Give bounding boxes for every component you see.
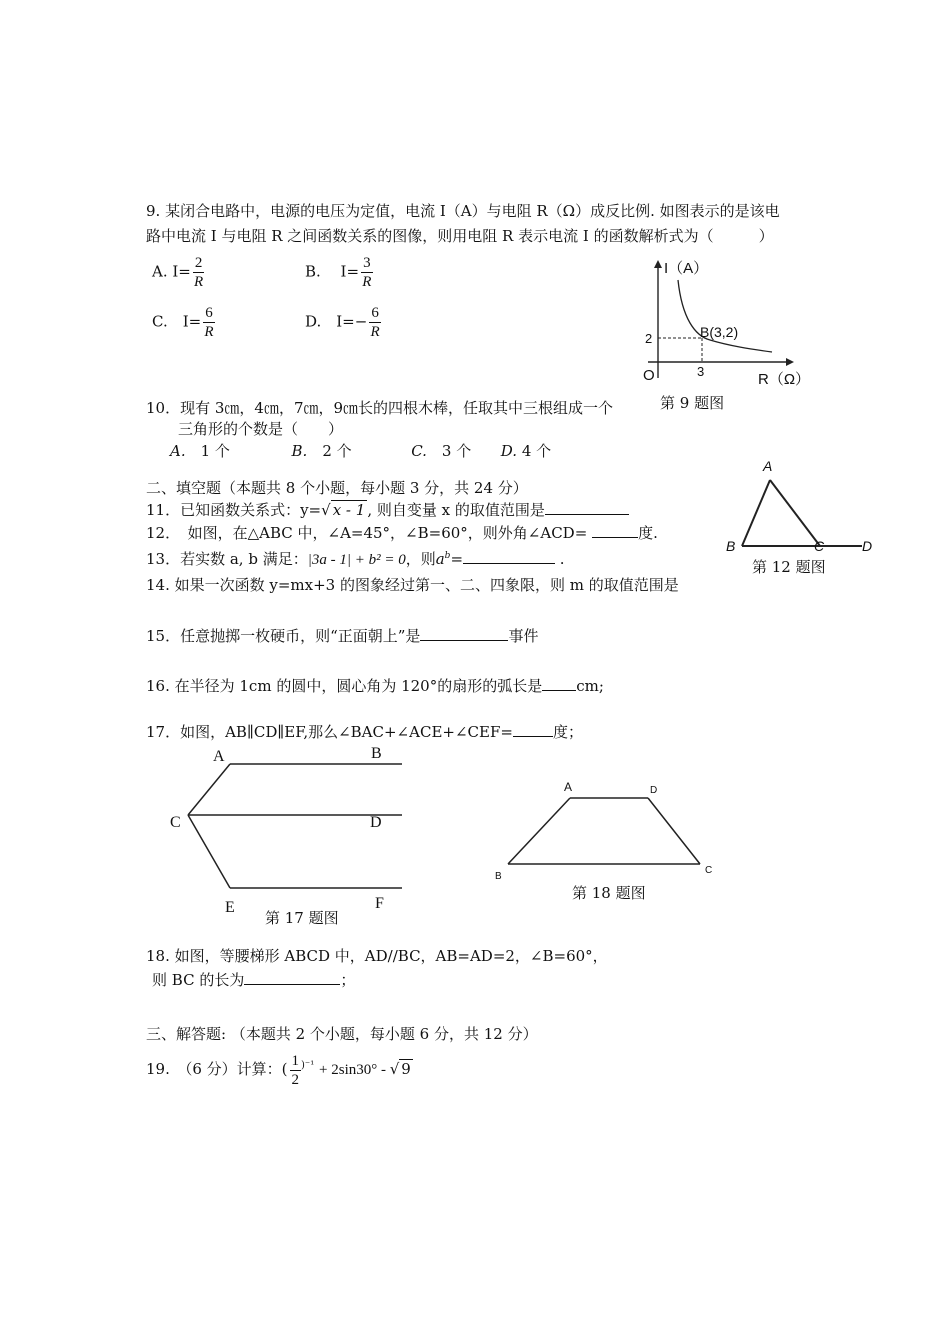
q18-label-d: D [650,785,658,796]
q10-options: A. 1 个 B. 2 个 C. 3 个 D. 4 个 [170,442,552,460]
q9-line2: 路中电流 I 与电阻 R 之间函数关系的图像，则用电阻 R 表示电流 I 的函数解析式为（ ） [146,227,774,245]
q17-caption: 第 17 题图 [265,909,339,927]
q9-x-tick: 3 [697,364,705,379]
q9-option-d: D. I=− $\frac{6}{R}$ [305,305,380,340]
side-ac [770,480,820,546]
q11: 11．已知函数关系式：y=√ x - 1 , 则自变量 x 的取值范围是 [146,500,629,520]
answer-blank [420,626,508,641]
section-3-heading: 三、解答题: （本题共 2 个小题，每小题 6 分，共 12 分） [146,1025,538,1043]
q14: 14. 如果一次函数 y=mx+3 的图象经过第一、二、四象限，则 m 的取值范围是 [146,576,679,594]
q17-label-e: E [225,899,235,916]
fraction: $\frac{1}{2}$ [291,1052,300,1088]
q9-option-a: A. I= $\frac{2}{R}$ [152,255,204,290]
y-axis-arrow-icon [654,260,662,268]
q9-option-c: C. I= $\frac{6}{R}$ [152,305,214,340]
q16: 16. 在半径为 1cm 的圆中，圆心角为 120°的扇形的弧长是 cm; [146,677,604,695]
q18-label-c: C [705,865,713,876]
q17-label-f: F [375,895,384,912]
q18-label-a: A [564,780,573,794]
q9-y-axis-label: I（A） [664,260,709,277]
q18-line1: 18. 如图，等腰梯形 ABCD 中，AD//BC，AB=AD=2，∠B=60°， [146,947,608,965]
q10-line2: 三角形的个数是（ ） [178,420,344,438]
q9-x-axis-label: R（Ω） [758,371,811,388]
q18-line2: 则 BC 的长为 ； [152,971,356,989]
q19: 19. （6 分）计算：( $\frac{1}{2}$ $^{)^{-1}}$ + 2sin30° - √ 9 [146,1052,411,1088]
q12-label-c: C [814,538,825,554]
x-axis-arrow-icon [786,358,794,366]
answer-blank [244,970,340,985]
q17-label-c: C [170,814,181,831]
q12-figure [730,460,880,550]
q12: 12． 如图，在△ABC 中，∠A=45°，∠B=60°，则外角∠ACD= 度. [146,524,658,542]
q13: 13．若实数 a, b 满足：|3a - 1| + b² = 0，则$a^b=$ . [146,550,565,568]
q11-radicand: x - 1 [332,501,366,519]
q9-line1: 9. 某闭合电路中，电源的电压为定值，电流 I（A）与电阻 R（Ω）成反比例. 如图表示的是该电 [146,202,780,220]
q17-label-a: A [213,748,225,765]
q12-label-b: B [726,538,736,554]
q9-option-b: B. I= $\frac{3}{R}$ [305,255,372,290]
q18-caption: 第 18 题图 [572,884,646,902]
answer-blank [513,722,553,737]
fraction: $\frac{3}{R}$ [362,255,372,290]
section-2-heading: 二、填空题（本题共 8 个小题，每小题 3 分，共 24 分） [146,479,528,497]
q12-caption: 第 12 题图 [752,558,826,576]
q9-caption: 第 9 题图 [660,394,725,412]
side-ab [508,798,570,864]
fraction: $\frac{6}{R}$ [370,305,380,340]
answer-blank [542,676,576,691]
q10-line1: 10．现有 3㎝，4㎝，7㎝，9㎝长的四根木棒，任取其中三根组成一个 [146,399,614,417]
q9-y-tick: 2 [645,331,653,346]
hyperbola-curve [678,280,772,352]
q12-label-a: A [763,458,773,474]
q9-point-label: B(3,2) [700,324,739,340]
q19-radicand: 9 [401,1060,411,1078]
fraction: $\frac{2}{R}$ [194,255,204,290]
q17: 17．如图，AB∥CD∥EF,那么∠BAC+∠ACE+∠CEF= 度； [146,723,583,741]
q17-label-d: D [370,814,382,831]
answer-blank [463,549,555,564]
q15: 15．任意抛掷一枚硬币，则“正面朝上”是 事件 [146,627,539,645]
side-ab [742,480,770,546]
q9-origin-label: O [643,367,655,384]
q17-label-b: B [371,745,382,762]
q18-label-b: B [495,871,502,882]
segment-ca [188,764,230,815]
answer-blank [592,523,638,538]
answer-blank [545,500,629,515]
segment-ce [188,815,230,888]
fraction: $\frac{6}{R}$ [204,305,214,340]
side-dc [648,798,700,864]
q12-label-d: D [862,538,873,554]
q18-figure [500,790,710,870]
q13-expression: |3a - 1| + b² = 0 [307,552,406,568]
